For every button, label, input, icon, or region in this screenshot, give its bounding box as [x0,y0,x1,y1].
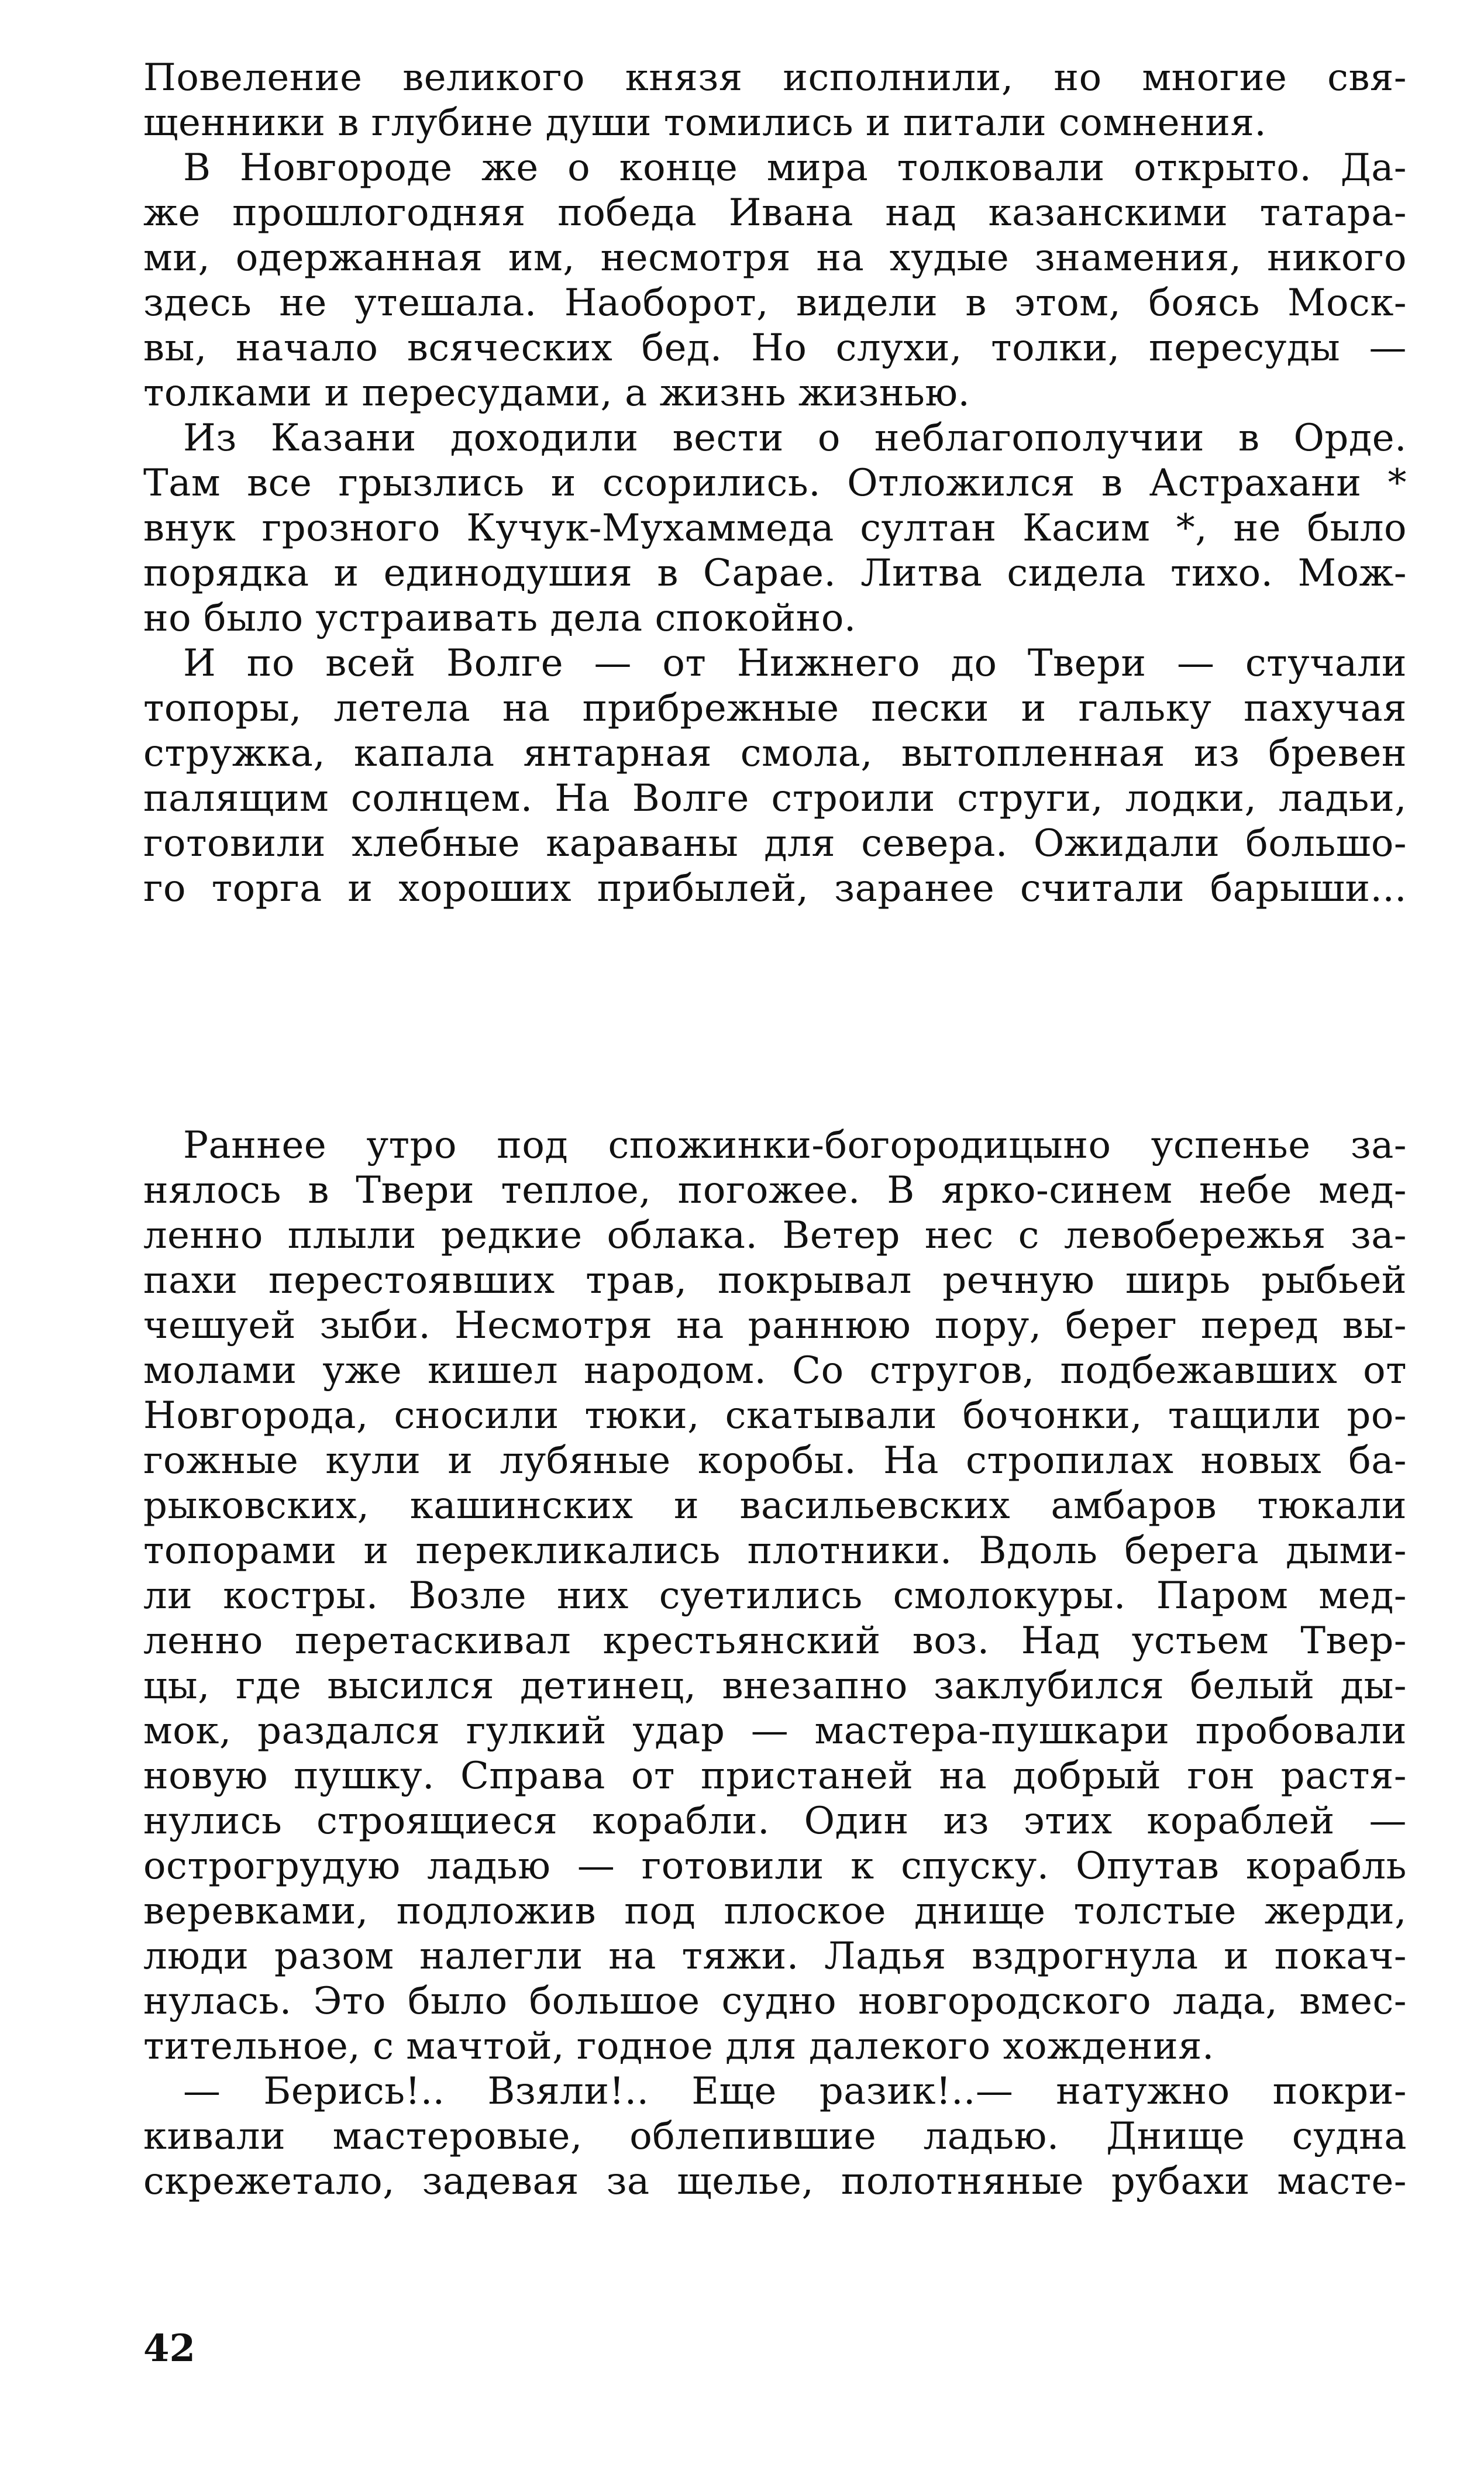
text-line: вы, начало всяческих бед. Но слухи, толки, пересуды — [143,326,1407,370]
text-line: ленно перетаскивал крестьянский воз. Над устьем Твер- [143,1619,1407,1663]
text-line: здесь не утешала. Наоборот, видели в этом, боясь Моск- [143,281,1407,325]
text-line: готовили хлебные караваны для севера. Ожидали большо- [143,822,1407,865]
paragraph-start-line: И по всей Волге — от Нижнего до Твери — стучали [183,642,1407,685]
text-line: нулась. Это было большое судно новгородского лада, вмес- [143,1980,1407,2023]
paragraph-start-line: Раннее утро под спожинки-богородицыно успенье за- [183,1124,1407,1167]
text-line: молами уже кишел народом. Со стругов, подбежавших от [143,1349,1407,1392]
text-line: нялось в Твери теплое, погожее. В ярко-синем небе мед- [143,1169,1407,1212]
text-line: Повеление великого князя исполнили, но многие свя- [143,56,1407,99]
text-line: люди разом налегли на тяжи. Ладья вздрогнула и покач- [143,1935,1407,1978]
text-line: ленно плыли редкие облака. Ветер нес с левобережья за- [143,1214,1407,1257]
text-line: кивали мастеровые, облепившие ладью. Днище судна [143,2115,1407,2158]
text-line: тительное, с мачтой, годное для далекого хождения. [143,2025,1214,2068]
text-line: ми, одержанная им, несмотря на худые знамения, никого [143,236,1407,280]
paragraph-start-line: В Новгороде же о конце мира толковали открыто. Да- [183,146,1407,190]
text-section-1 [143,56,1407,911]
text-line: рыковских, кашинских и васильевских амбаров тюкали [143,1484,1407,1527]
text-line: но было устраивать дела спокойно. [143,597,856,640]
text-line: стружка, капала янтарная смола, вытопленная из бревен [143,732,1407,775]
text-section-2 [143,1123,1407,2204]
text-line: нулись строящиеся корабли. Один из этих кораблей — [143,1799,1407,1843]
text-line: ли костры. Возле них суетились смолокуры. Паром мед- [143,1574,1407,1618]
text-line: пахи перестоявших трав, покрывал речную ширь рыбьей [143,1259,1407,1302]
text-line: мок, раздался гулкий удар — мастера-пушкари пробовали [143,1709,1407,1753]
text-line: веревками, подложив под плоское днище толстые жерди, [143,1890,1407,1933]
text-line: гожные кули и лубяные коробы. На стропилах новых ба- [143,1439,1407,1482]
text-line: топоры, летела на прибрежные пески и гальку пахучая [143,687,1407,730]
paragraph-start-line: — Берись!.. Взяли!.. Еще разик!..— натужно покри- [183,2070,1407,2113]
text-line: же прошлогодняя победа Ивана над казанскими татара- [143,191,1407,235]
text-line: Там все грызлись и ссорились. Отложился в Астрахани * [143,462,1407,505]
page-number: 42 [143,2327,196,2370]
text-line: новую пушку. Справа от пристаней на добрый гон растя- [143,1754,1407,1798]
text-line: толками и пересудами, а жизнь жизнью. [143,371,970,415]
paragraph-start-line: Из Казани доходили вести о неблагополучии в Орде. [183,417,1407,460]
text-line: цы, где высился детинец, внезапно заклубился белый ды- [143,1664,1407,1708]
text-line: чешуей зыби. Несмотря на раннюю пору, берег перед вы- [143,1304,1407,1347]
text-line: палящим солнцем. На Волге строили струги, лодки, ладьи, [143,777,1407,820]
text-line: го торга и хороших прибылей, заранее считали барыши... [143,867,1407,910]
book-page [143,0,1407,2481]
text-line: порядка и единодушия в Сарае. Литва сидела тихо. Мож- [143,552,1407,595]
text-line: острогрудую ладью — готовили к спуску. Опутав корабль [143,1845,1407,1888]
text-line: скрежетало, задевая за щелье, полотняные рубахи масте- [143,2160,1407,2203]
text-line: топорами и перекликались плотники. Вдоль берега дыми- [143,1529,1407,1572]
text-line: внук грозного Кучук-Мухаммеда султан Касим *, не было [143,507,1407,550]
text-line: Новгорода, сносили тюки, скатывали бочонки, тащили ро- [143,1394,1407,1437]
text-line: щенники в глубине души томились и питали сомнения. [143,101,1267,144]
